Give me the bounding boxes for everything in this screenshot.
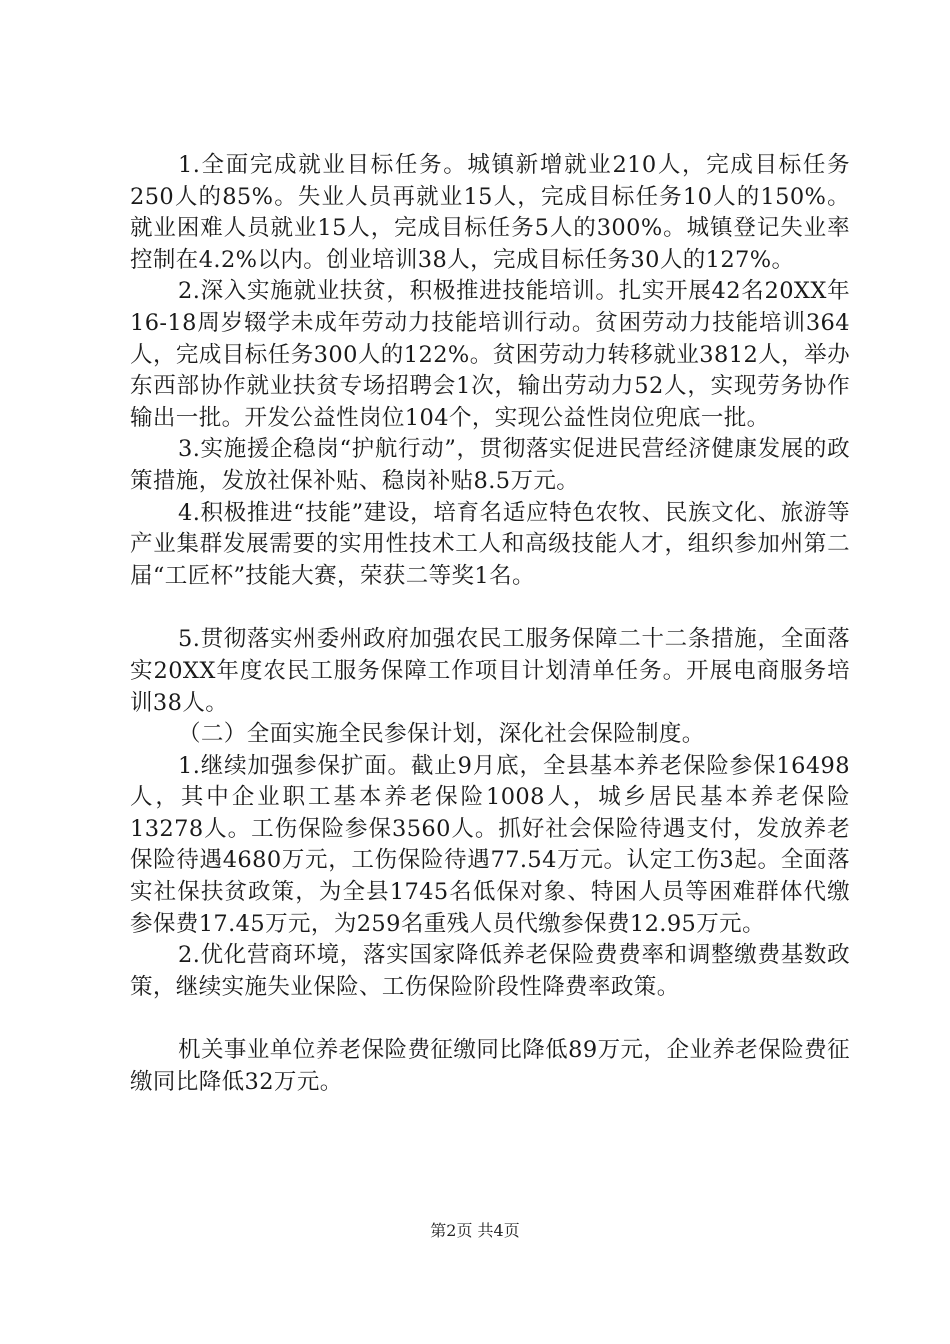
paragraph-employment-targets: 1.全面完成就业目标任务。城镇新增就业210人，完成目标任务250人的85%。失业人员再就业15人，完成目标任务10人的150%。就业困难人员就业15人，完成目标任务5人的300%。城镇登记失业率控制在4.2%以内。创业培训38人，完成目标任务30人的127%。 bbox=[130, 152, 850, 273]
document-body bbox=[130, 150, 850, 1099]
paragraph-enterprise-support: 3.实施援企稳岗“护航行动”，贯彻落实促进民营经济健康发展的政策措施，发放社保补贴、稳岗补贴8.5万元。 bbox=[130, 436, 850, 494]
paragraph-business-environment: 2.优化营商环境，落实国家降低养老保险费费率和调整缴费基数政策，继续实施失业保险、工伤保险阶段性降费率政策。 bbox=[130, 942, 850, 1000]
paragraph-insurance-coverage: 1.继续加强参保扩面。截止9月底，全县基本养老保险参保16498人，其中企业职工基本养老保险1008人，城乡居民基本养老保险13278人。工伤保险参保3560人。抓好社会保险待遇支付，发放养老保险待遇4680万元，工伤保险待遇77.54万元。认定工伤3起。全面落实社保扶贫政策，为全县1745名低保对象、特困人员等困难群体代缴参保费17.45万元，为259名重残人员代缴参保费12.95万元。 bbox=[130, 752, 850, 937]
section-heading-insurance: （二）全面实施全民参保计划，深化社会保险制度。 bbox=[178, 721, 705, 748]
paragraph-migrant-workers: 5.贯彻落实州委州政府加强农民工服务保障二十二条措施，全面落实20XX年度农民工服务保障工作项目计划清单任务。开展电商服务培训38人。 bbox=[130, 626, 850, 716]
paragraph-poverty-employment: 2.深入实施就业扶贫，积极推进技能培训。扎实开展42名20XX年16-18周岁辍学未成年劳动力技能培训行动。贫困劳动力技能培训364人，完成目标任务300人的122%。贫困劳动力转移就业3812人，举办东西部协作就业扶贫专场招聘会1次，输出劳动力52人，实现劳务协作输出一批。开发公益性岗位104个，实现公益性岗位兜底一批。 bbox=[130, 278, 850, 431]
paragraph-skills-building: 4.积极推进“技能”建设，培育名适应特色农牧、民族文化、旅游等产业集群发展需要的实用性技术工人和高级技能人才，组织参加州第二届“工匠杯”技能大赛，荣获二等奖1名。 bbox=[130, 499, 850, 589]
paragraph-fee-reduction: 机关事业单位养老保险费征缴同比降低89万元，企业养老保险费征缴同比降低32万元。 bbox=[130, 1037, 850, 1096]
page-footer: 第2页 共4页 bbox=[430, 1221, 520, 1240]
